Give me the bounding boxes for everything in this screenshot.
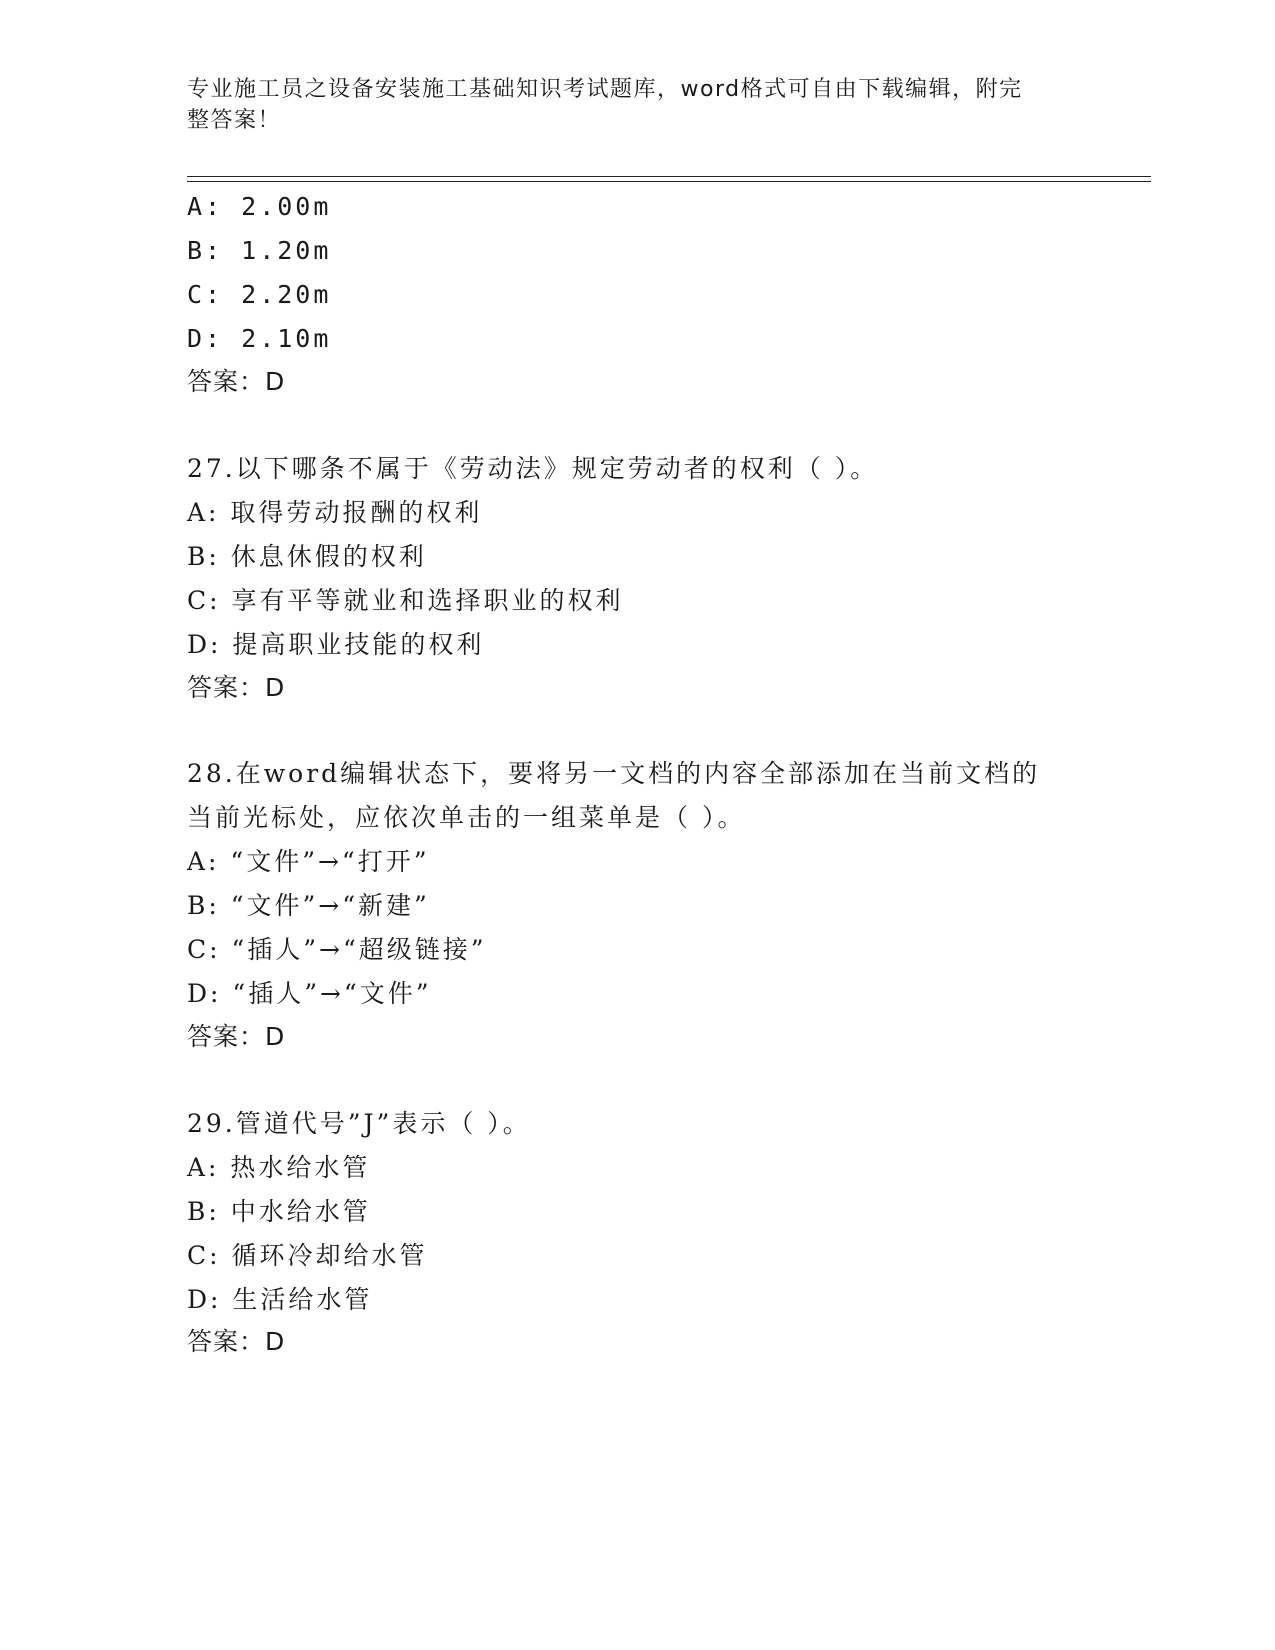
q27-option-c: C: 享有平等就业和选择职业的权利 <box>187 586 624 615</box>
q28-question-line-1: 28.在word编辑状态下，要将另一文档的内容全部添加在当前文档的 <box>187 759 1041 788</box>
q26-answer: 答案：D <box>187 367 286 396</box>
q29-question: 29.管道代号”J”表示（ ）。 <box>187 1109 531 1138</box>
header-title-line-2: 整答案！ <box>187 108 282 133</box>
q29-option-a: A: 热水给水管 <box>187 1153 371 1182</box>
q28-option-b: B: “文件”→“新建” <box>187 891 430 920</box>
q28-option-c: C: “插人”→“超级链接” <box>187 935 487 964</box>
q27-answer: 答案：D <box>187 673 286 702</box>
q28-question-line-2: 当前光标处，应依次单击的一组菜单是（ ）。 <box>187 803 746 832</box>
q27-option-b: B: 休息休假的权利 <box>187 542 427 571</box>
q29-option-b: B: 中水给水管 <box>187 1197 371 1226</box>
q29-answer: 答案：D <box>187 1327 286 1356</box>
q26-option-a: A: 2.00m <box>187 192 332 221</box>
q29-option-d: D: 生活给水管 <box>187 1285 373 1314</box>
header-divider-top <box>187 176 1151 177</box>
document-header <box>187 74 1067 136</box>
header-divider-bottom <box>187 181 1151 182</box>
q27-option-d: D: 提高职业技能的权利 <box>187 630 485 659</box>
q28-option-d: D: “插人”→“文件” <box>187 979 432 1008</box>
q26-option-b: B: 1.20m <box>187 236 332 265</box>
q28-option-a: A: “文件”→“打开” <box>187 847 430 876</box>
q29-option-c: C: 循环冷却给水管 <box>187 1241 428 1270</box>
q28-answer: 答案：D <box>187 1022 286 1051</box>
header-title-line-1: 专业施工员之设备安装施工基础知识考试题库，word格式可自由下载编辑，附完 <box>187 77 1023 102</box>
q26-option-c: C: 2.20m <box>187 280 332 309</box>
q27-question: 27.以下哪条不属于《劳动法》规定劳动者的权利（ ）。 <box>187 454 879 483</box>
q27-option-a: A: 取得劳动报酬的权利 <box>187 498 483 527</box>
q26-option-d: D: 2.10m <box>187 324 332 353</box>
